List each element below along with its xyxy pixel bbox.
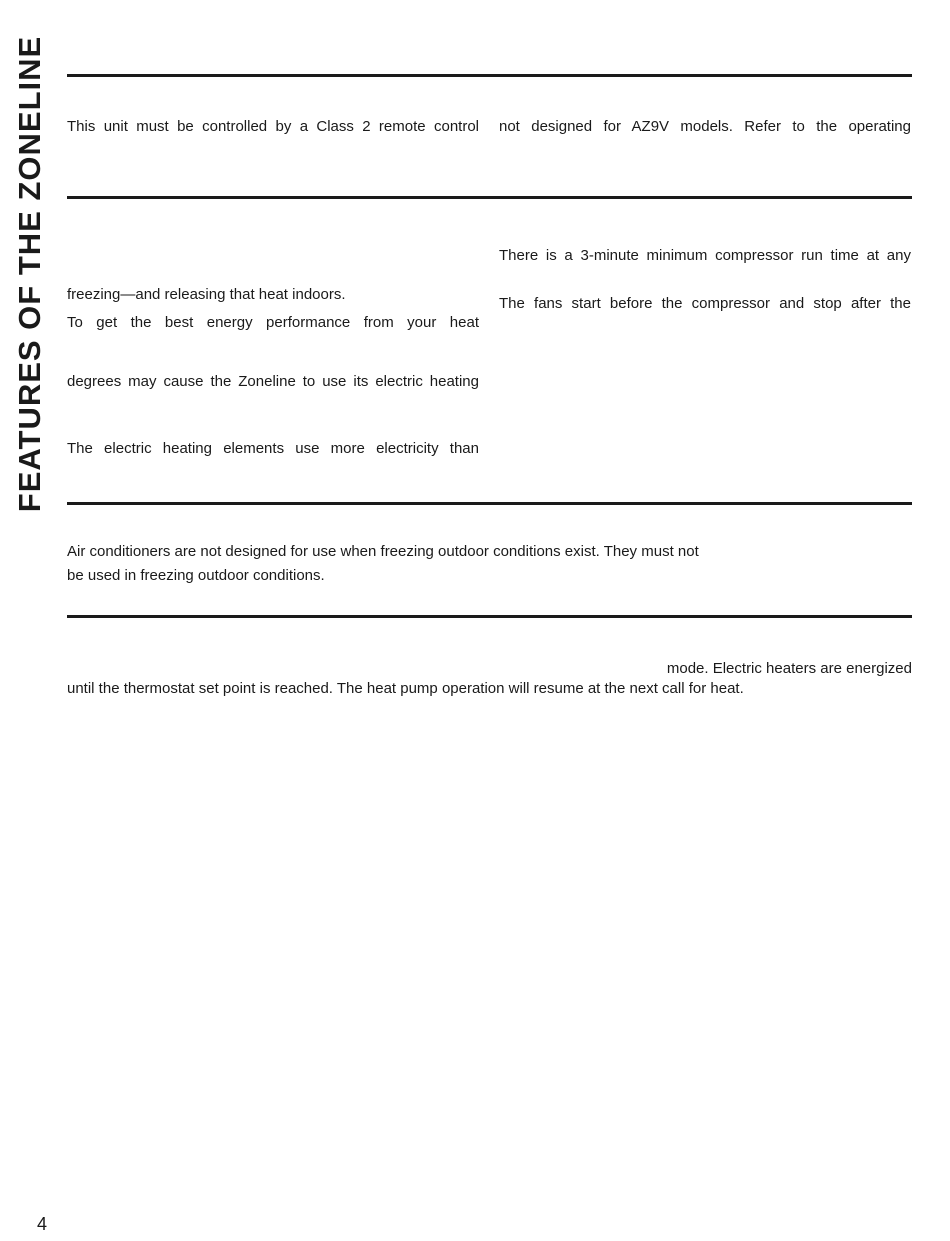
section2-right-line-2: The fans start before the compressor and stop after the: [499, 295, 911, 312]
section-rule-1: [67, 74, 912, 77]
section3-line-2: be used in freezing outdoor conditions.: [67, 567, 325, 584]
section2-left-line-3: degrees may cause the Zoneline to use its electric heating: [67, 373, 479, 390]
section2-right-line-1: There is a 3-minute minimum compressor run time at any: [499, 247, 911, 264]
section4-line-1: mode. Electric heaters are energized: [666, 660, 912, 677]
section-rule-3: [67, 502, 912, 505]
page-number: 4: [37, 1214, 48, 1234]
side-title: [8, 35, 52, 513]
section1-right-line: not designed for AZ9V models. Refer to the operating: [499, 118, 911, 135]
side-title-text: FEATURES OF THE ZONELINE: [12, 35, 48, 513]
section4-line-2: until the thermostat set point is reached. The heat pump operation will resume at the next call for heat.: [67, 680, 744, 697]
section3-line-1: Air conditioners are not designed for use when freezing outdoor conditions exist. They must not: [67, 543, 699, 560]
section-rule-4: [67, 615, 912, 618]
section2-left-line-1: freezing—and releasing that heat indoors.: [67, 286, 346, 303]
section2-left-line-4: The electric heating elements use more electricity than: [67, 440, 479, 457]
section2-left-line-2: To get the best energy performance from your heat: [67, 314, 479, 331]
section-rule-2: [67, 196, 912, 199]
section1-left-line: This unit must be controlled by a Class 2 remote control: [67, 118, 479, 135]
